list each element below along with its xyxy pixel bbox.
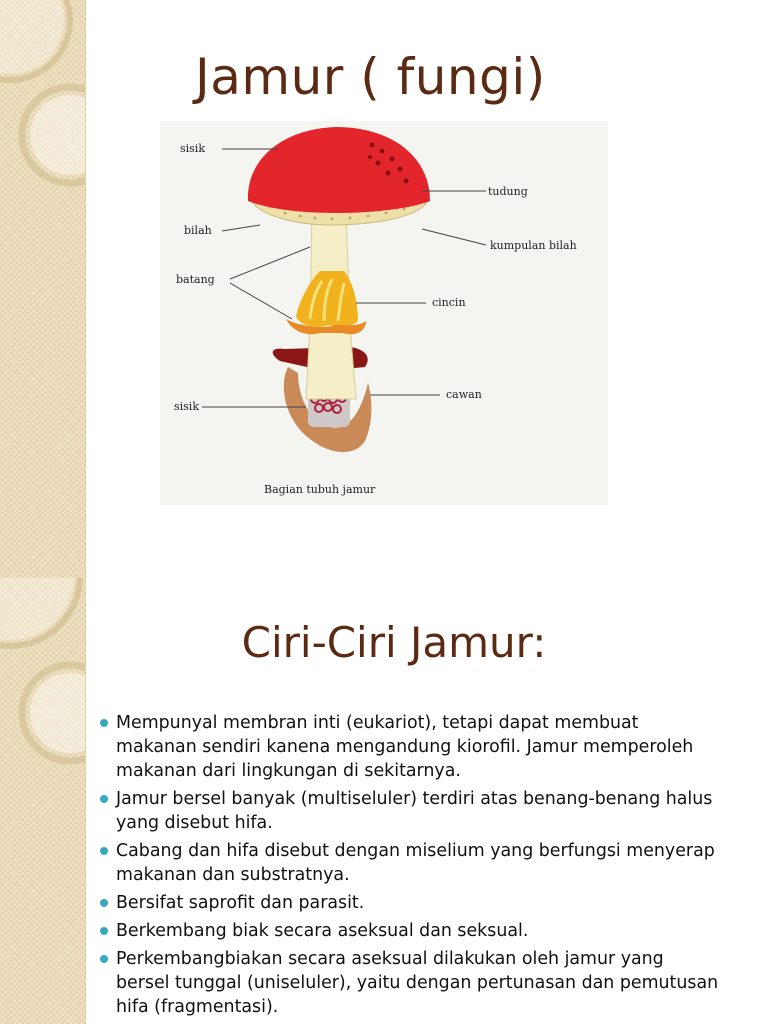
slide-title-2: Ciri-Ciri Jamur: (241, 618, 547, 667)
list-item: Perkembangbiakan secara aseksual dilakukan oleh jamur yang bersel tunggal (uniseluler), yaitu dengan pertunasan dan pemutusan hifa (fragmentasi). (100, 947, 720, 1019)
list-item: Jamur bersel banyak (multiseluler) terdiri atas benang-benang halus yang disebut hifa. (100, 787, 720, 835)
label-sisik-bottom: sisik (174, 400, 199, 413)
label-cincin: cincin (432, 296, 466, 309)
label-bilah: bilah (184, 224, 212, 237)
list-item: Cabang dan hifa disebut dengan miselium yang berfungsi menyerap makanan dan substratnya. (100, 839, 720, 887)
list-item: Bersifat saprofit dan parasit. (100, 891, 720, 915)
label-cawan: cawan (446, 388, 482, 401)
mushroom-diagram (160, 121, 608, 505)
decorative-circles-icon (0, 0, 85, 512)
label-batang: batang (176, 273, 215, 286)
list-item: Mempunyal membran inti (eukariot), tetapi dapat membuat makanan sendiri kanena mengandung kiorofil. Jamur memperoleh makanan dari lingkungan di sekitarnya. (100, 711, 720, 783)
cap-shape (248, 127, 430, 213)
label-sisik-top: sisik (180, 142, 205, 155)
decorative-side-strip (0, 0, 86, 512)
list-item: Berkembang biak secara aseksual dan seksual. (100, 919, 720, 943)
figure-caption: Bagian tubuh jamur (264, 483, 376, 496)
label-kumpulan-bilah: kumpulan bilah (490, 239, 577, 252)
decorative-side-strip-gap (0, 512, 86, 578)
slide-title: Jamur ( fungi) (195, 48, 546, 106)
slide-2 (0, 578, 768, 1024)
bullet-list (100, 711, 720, 1023)
slide-gap (0, 512, 768, 578)
label-tudung: tudung (488, 185, 528, 198)
